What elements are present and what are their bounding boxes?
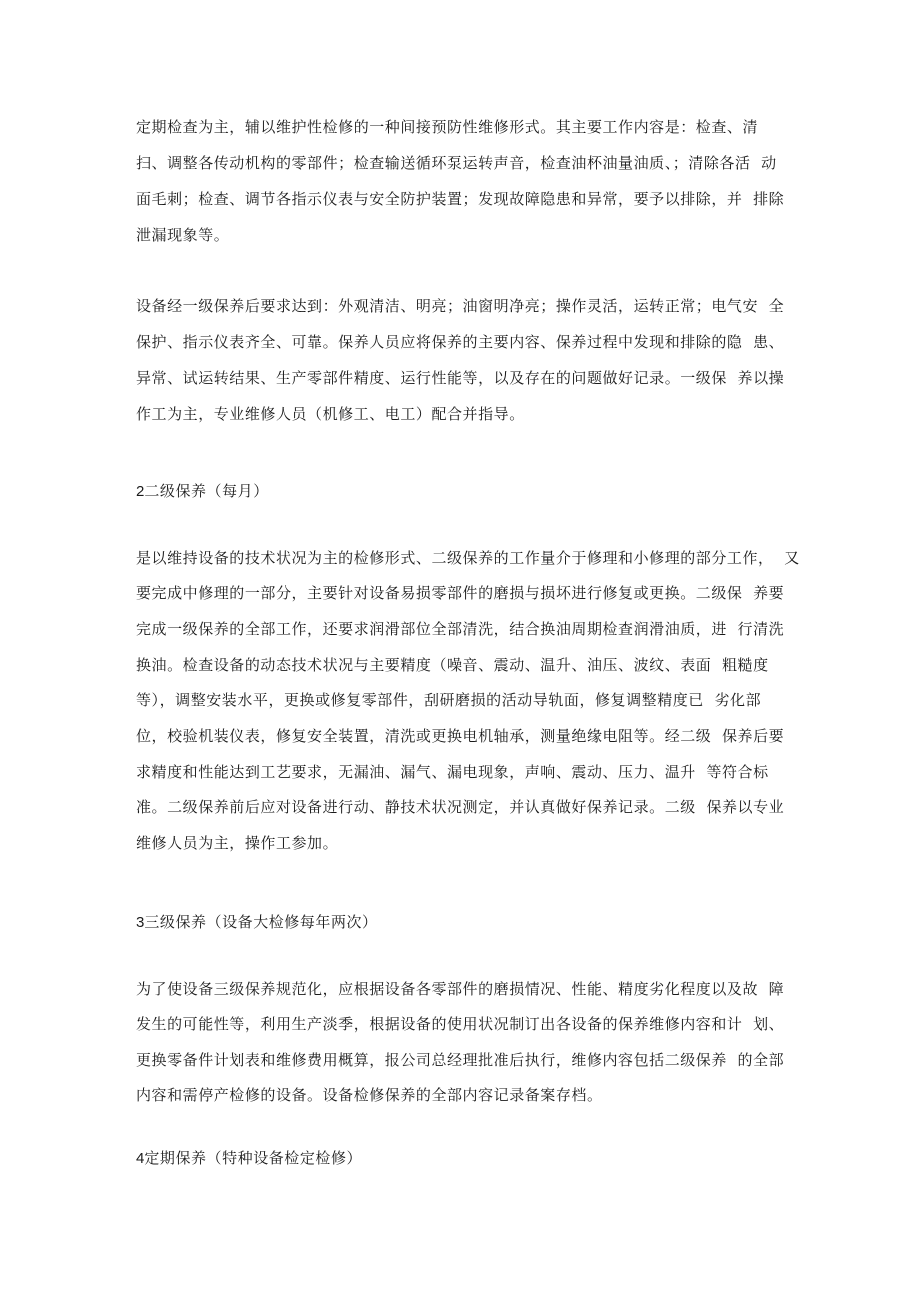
paragraph-line: 等），调整安装水平，更换或修复零部件，刮研磨损的活动导轨面，修复调整精度已 劣化部 — [136, 691, 762, 709]
paragraph-line: 作工为主，专业维修人员（机修工、电工）配合并指导。 — [136, 405, 525, 423]
section-title: 定期保养（特种设备检定检修） — [144, 1149, 363, 1167]
paragraph-line: 泄漏现象等。 — [136, 226, 230, 244]
paragraph-line: 要完成中修理的一部分，主要针对设备易损零部件的磨损与损坏进行修复或更换。二级保 养要 — [136, 584, 785, 602]
paragraph-line: 发生的可能性等，利用生产淡季，根据设备的使用状况制订出各设备的保养维修内容和计 划、 — [136, 1015, 785, 1033]
section-title: 三级保养（设备大检修每年两次） — [144, 913, 378, 931]
paragraph-line: 求精度和性能达到工艺要求，无漏油、漏气、漏电现象，声响、震动、压力、温升 等符合标 — [136, 763, 769, 781]
section-number: 4 — [136, 1150, 145, 1167]
paragraph-line: 换油。检查设备的动态技术状况与主要精度（噪音、震动、温升、油压、波纹、表面 粗糙度 — [136, 656, 769, 674]
paragraph-line: 是以维持设备的技术状况为主的检修形式、二级保养的工作量介于修理和小修理的部分工作， 又 — [136, 549, 800, 567]
section-heading-2 — [136, 481, 269, 502]
paragraph-line: 扫、调整各传动机构的零部件；检查输送循环泵运转声音，检查油杯油量油质、；清除各活 动 — [136, 154, 777, 172]
paragraph-line: 准。二级保养前后应对设备进行动、静技术状况测定，并认真做好保养记录。二级 保养以专业 — [136, 798, 785, 816]
paragraph-line: 维修人员为主，操作工参加。 — [136, 834, 339, 852]
section-heading-4 — [136, 1148, 362, 1169]
section-heading-3 — [136, 912, 378, 933]
paragraph-line: 面毛刺；检查、调节各指示仪表与安全防护装置；发现故障隐患和异常，要予以排除，并 排除 — [136, 190, 785, 208]
section-title: 二级保养（每月） — [144, 482, 269, 500]
paragraph-line: 内容和需停产检修的设备。设备检修保养的全部内容记录备案存档。 — [136, 1086, 603, 1104]
paragraph-line: 保护、指示仪表齐全、可靠。保养人员应将保养的主要内容、保养过程中发现和排除的隐 患、 — [136, 333, 785, 351]
paragraph-line: 完成一级保养的全部工作，还要求润滑部位全部清洗，结合换油周期检查润滑油质，进 行清洗 — [136, 620, 785, 638]
section-number: 2 — [136, 483, 145, 500]
paragraph-line: 更换零备件计划表和维修费用概算，报公司总经理批准后执行，维修内容包括二级保养 的全部 — [136, 1051, 785, 1069]
paragraph-line: 位，校验机装仪表，修复安全装置，清洗或更换电机轴承，测量绝缘电阻等。经二级 保养后要 — [136, 727, 785, 745]
paragraph-line: 为了使设备三级保养规范化，应根据设备各零部件的磨损情况、性能、精度劣化程度以及故 障 — [136, 980, 785, 998]
section-number: 3 — [136, 914, 145, 931]
paragraph-line: 异常、试运转结果、生产零部件精度、运行性能等，以及存在的问题做好记录。一级保 养以操 — [136, 369, 785, 387]
paragraph-line: 设备经一级保养后要求达到：外观清洁、明亮；油窗明净亮；操作灵活，运转正常；电气安 全 — [136, 297, 785, 315]
paragraph-line: 定期检查为主，辅以维护性检修的一种间接预防性维修形式。其主要工作内容是：检查、清 — [136, 118, 759, 136]
